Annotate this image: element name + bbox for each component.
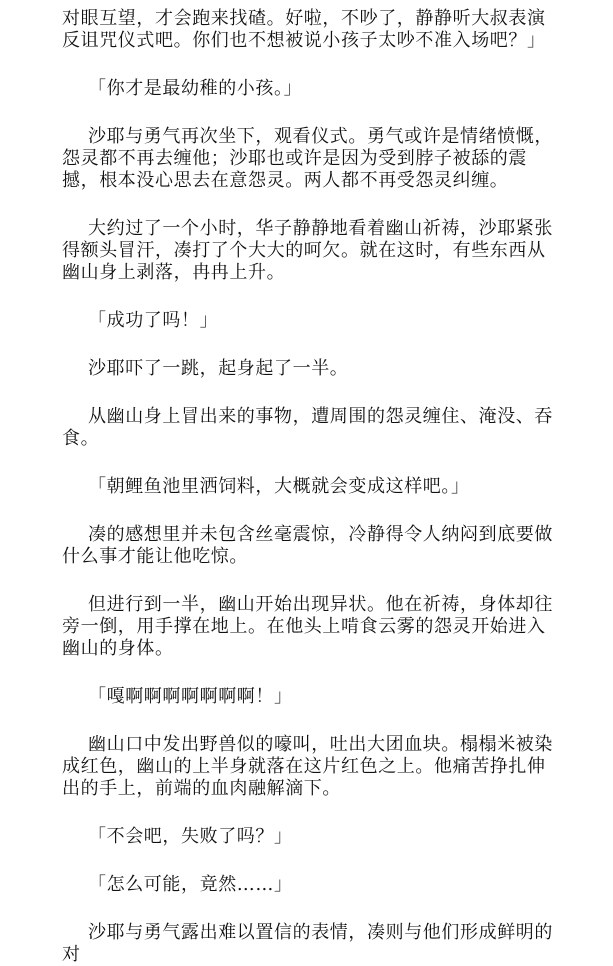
paragraph-4: 大约过了一个小时，华子静静地看着幽山祈祷，沙耶紧张得额头冒汗，凑打了个大大的呵欠。就在这时，有些东西从幽山身上剥落，冉冉上升。 — [62, 218, 553, 283]
paragraph-12: 幽山口中发出野兽似的嚎叫，吐出大团血块。榻榻米被染成红色，幽山的上半身就落在这片红色之上。他痛苦挣扎伸出的手上，前端的血肉融解滴下。 — [62, 734, 553, 799]
paragraph-gap — [62, 450, 555, 476]
paragraph-15: 沙耶与勇气露出难以置信的表情，凑则与他们形成鲜明的对 — [62, 922, 553, 965]
paragraph-11: 「嘎啊啊啊啊啊啊啊！」 — [88, 686, 293, 707]
paragraph-gap — [62, 708, 555, 734]
paragraph-9: 凑的感想里并未包含丝毫震惊，冷静得令人纳闷到底要做什么事才能让他吃惊。 — [62, 524, 553, 567]
paragraph-14: 「怎么可能，竟然……」 — [88, 874, 293, 895]
paragraph-7: 从幽山身上冒出来的事物，遭周围的怨灵缠住、淹没、吞食。 — [62, 406, 553, 449]
paragraph-gap — [62, 848, 555, 874]
paragraph-gap — [62, 332, 555, 358]
document-page — [62, 8, 555, 966]
paragraph-gap — [62, 380, 555, 406]
paragraph-1: 对眼互望，才会跑来找碴。好啦，不吵了，静静听大叔表演反诅咒仪式吧。你们也不想被说小孩子太吵不准入场吧？」 — [62, 8, 546, 51]
paragraph-gap — [62, 498, 555, 524]
paragraph-gap — [62, 284, 555, 310]
paragraph-8: 「朝鲤鱼池里洒饲料，大概就会变成这样吧。」 — [88, 476, 470, 497]
paragraph-10: 但进行到一半，幽山开始出现异状。他在祈祷，身体却往旁一倒，用手撑在地上。在他头上啃食云雾的怨灵开始进入幽山的身体。 — [62, 594, 553, 659]
paragraph-3: 沙耶与勇气再次坐下，观看仪式。勇气或许是情绪愤慨，怨灵都不再去缠他；沙耶也或许是因为受到脖子被舔的震撼，根本没心思去在意怨灵。两人都不再受怨灵纠缠。 — [62, 126, 553, 191]
paragraph-gap — [62, 568, 555, 594]
paragraph-2: 「你才是最幼稚的小孩。」 — [88, 78, 303, 99]
paragraph-gap — [62, 660, 555, 686]
paragraph-gap — [62, 100, 555, 126]
paragraph-6: 沙耶吓了一跳，起身起了一半。 — [88, 358, 349, 379]
paragraph-5: 「成功了吗！」 — [88, 310, 219, 331]
paragraph-13: 「不会吧，失败了吗？」 — [88, 826, 293, 847]
paragraph-gap — [62, 192, 555, 218]
paragraph-gap — [62, 800, 555, 826]
paragraph-gap — [62, 896, 555, 922]
paragraph-gap — [62, 52, 555, 78]
